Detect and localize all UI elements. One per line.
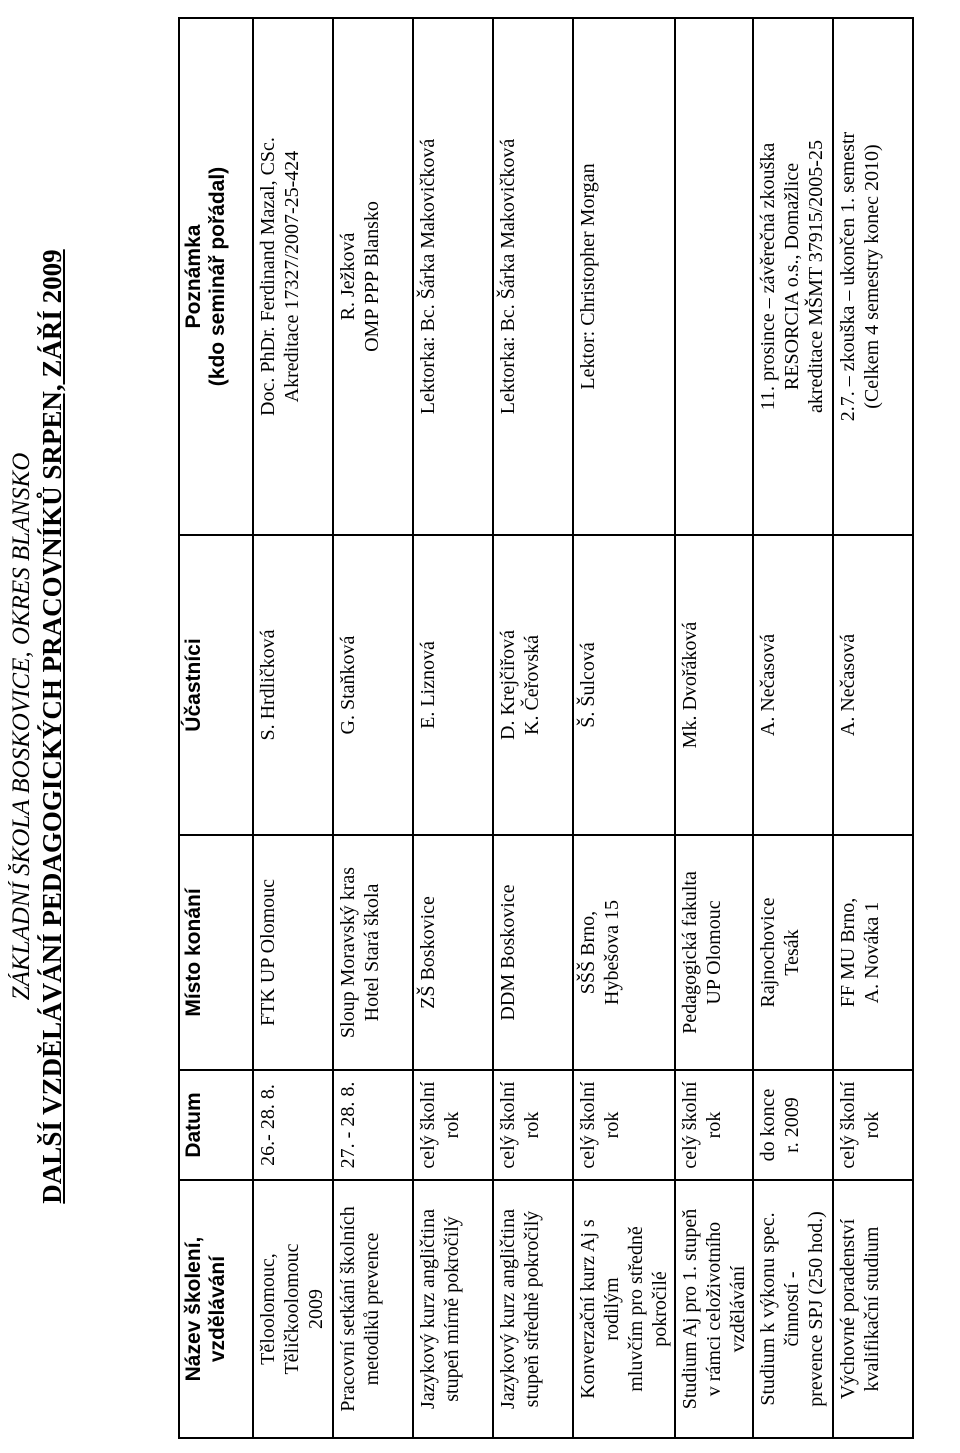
table-row [675, 18, 753, 1438]
column-header-place: Místo konání [179, 835, 253, 1070]
course-place: Sloup Moravský kras Hotel Stará škola [333, 835, 413, 1070]
table-row [253, 18, 333, 1438]
course-place: SŠŠ Brno, Hybešova 15 [573, 835, 675, 1070]
column-header-note: Poznámka (kdo seminář pořádal) [179, 18, 253, 535]
course-participants: Š. Šulcová [573, 535, 675, 835]
table-row [333, 18, 413, 1438]
course-participants: D. Krejčiřová K. Čeřovská [493, 535, 573, 835]
courses-table [178, 17, 914, 1439]
school-name: ZÁKLADNÍ ŠKOLA BOSKOVICE, OKRES BLANSKO [8, 452, 35, 1001]
course-place: Pedagogická fakulta UP Olomouc [675, 835, 753, 1070]
course-note: Lektor: Christopher Morgan [573, 18, 675, 535]
course-name: Jazykový kurz angličtina stupeň středně pokročilý [493, 1180, 573, 1438]
course-name: Konverzační kurz Aj s rodilým mluvčím pro středně pokročilé [573, 1180, 675, 1438]
course-participants: S. Hrdličková [253, 535, 333, 835]
course-note: Doc. PhDr. Ferdinand Mazal, CSc. Akreditace 17327/2007-25-424 [253, 18, 333, 535]
table-row [833, 18, 913, 1438]
course-participants: A. Nečasová [753, 535, 833, 835]
course-date: 27. - 28. 8. [333, 1070, 413, 1180]
course-note [675, 18, 753, 535]
course-date: celý školní rok [493, 1070, 573, 1180]
table-row [573, 18, 675, 1438]
table-header-row [179, 18, 253, 1438]
course-name: Jazykový kurz angličtina stupeň mírně pokročilý [413, 1180, 493, 1438]
course-name: Studium Aj pro 1. stupeň v rámci celoživotního vzdělávání [675, 1180, 753, 1438]
course-date: celý školní rok [833, 1070, 913, 1180]
course-place: FF MU Brno, A. Nováka 1 [833, 835, 913, 1070]
course-date: do konce r. 2009 [753, 1070, 833, 1180]
course-participants: Mk. Dvořáková [675, 535, 753, 835]
course-name: Studium k výkonu spec. činností - prevence SPJ (250 hod.) [753, 1180, 833, 1438]
course-participants: G. Staňková [333, 535, 413, 835]
course-note: Lektorka: Bc. Šárka Makovičková [413, 18, 493, 535]
table-row [493, 18, 573, 1438]
course-place: FTK UP Olomouc [253, 835, 333, 1070]
course-name: Pracovní setkání školních metodiků prevence [333, 1180, 413, 1438]
column-header-name: Název školení, vzdělávání [179, 1180, 253, 1438]
course-note: R. Ježková OMP PPP Blansko [333, 18, 413, 535]
course-date: celý školní rok [675, 1070, 753, 1180]
course-participants: A. Nečasová [833, 535, 913, 835]
course-name: Výchovné poradenství kvalifikační studium [833, 1180, 913, 1438]
course-place: Rajnochovice Tesák [753, 835, 833, 1070]
course-date: celý školní rok [573, 1070, 675, 1180]
course-note: Lektorka: Bc. Šárka Makovičková [493, 18, 573, 535]
course-place: DDM Boskovice [493, 835, 573, 1070]
document-header [8, 0, 70, 1453]
document-title: DALŠÍ VZDĚLÁVÁNÍ PEDAGOGICKÝCH PRACOVNÍKŮ SRPEN, ZÁŘÍ 2009 [37, 249, 67, 1204]
course-place: ZŠ Boskovice [413, 835, 493, 1070]
course-date: 26.- 28. 8. [253, 1070, 333, 1180]
course-date: celý školní rok [413, 1070, 493, 1180]
course-participants: E. Liznová [413, 535, 493, 835]
course-name: Těloolomouc, Těličkoolomouc 2009 [253, 1180, 333, 1438]
course-note: 2.7. – zkouška – ukončen 1. semestr (Celkem 4 semestry konec 2010) [833, 18, 913, 535]
table-row [753, 18, 833, 1438]
column-header-date: Datum [179, 1070, 253, 1180]
course-note: 11. prosince – závěrečná zkouška RESORCIA o.s., Domažlice akreditace MŠMT 37915/2005-25 [753, 18, 833, 535]
table-row [413, 18, 493, 1438]
column-header-participants: Účastníci [179, 535, 253, 835]
